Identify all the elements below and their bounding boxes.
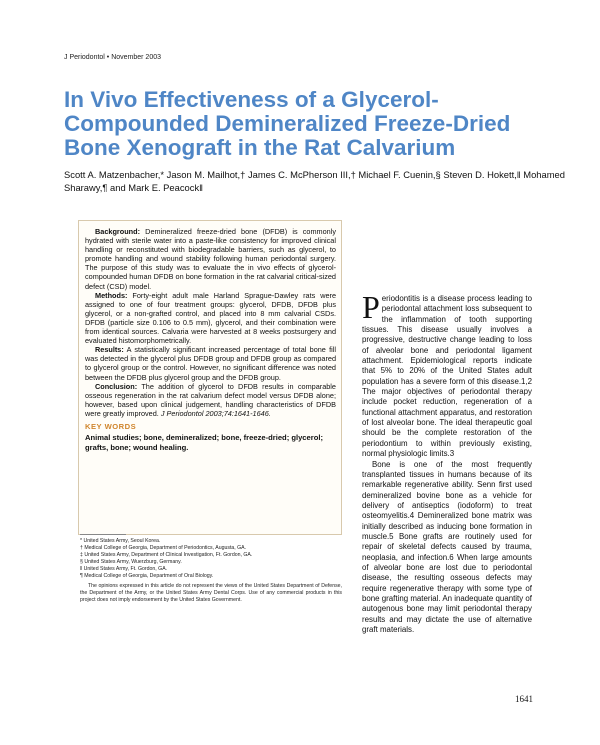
abstract-methods: [85, 291, 336, 346]
abstract-results: [85, 345, 336, 381]
methods-label: Methods:: [95, 290, 128, 300]
background-text: Demineralized freeze-dried bone (DFDB) is commonly hydrated with sterile water into a paste-like consistency for improved clinical handling or reconstituted with biodegradable barriers, such as glycerol, to promote handling and wound stability following human periodontal surgery. The purpose of this study was to evaluate the in vivo effects of glycerol-compounded human DFDB on bone formation in the rat calvarial critical-sized defect (CSD) model.: [85, 227, 337, 291]
running-head: J Periodontol • November 2003: [64, 54, 162, 61]
abstract-conclusion: [85, 382, 336, 418]
abstract-box: [78, 220, 342, 535]
page-number: 1641: [515, 694, 533, 704]
author-list: Scott A. Matzenbacher,* Jason M. Mailhot,† James C. McPherson III,† Michael F. Cuenin,§ Steven D. Hokett,‖ Mohamed Sharawy,¶ and Mark E. Peacock‖: [64, 169, 565, 193]
keywords-text: Animal studies; bone, demineralized; bone, freeze-dried; glycerol; grafts, bone; wound healing.: [85, 432, 323, 452]
footnotes: [80, 538, 342, 604]
footnote: ‖ United States Army, Ft. Gordon, GA.: [80, 566, 168, 572]
background-label: Background:: [95, 227, 140, 236]
abstract-background: [85, 227, 336, 291]
keywords-heading: KEY WORDS: [85, 421, 137, 431]
footnote: * United States Army, Seoul Korea.: [80, 538, 161, 544]
drop-cap: P: [362, 289, 380, 325]
body-paragraph-1: [362, 289, 532, 460]
conclusion-text: The addition of glycerol to DFDB results in comparable osseous regeneration in the rat calvarium defect model versus DFDB alone; however, based upon clinical judgement, handling characteristics of DFDB were greatly improved.: [85, 381, 336, 418]
disclaimer: The opinions expressed in this article do not represent the views of the United States Department of Defense, the Department of the Army, or the United States Army Dental Corps. Use of any commercial products in this project does not imply endorsement by the United States Government.: [80, 583, 342, 603]
footnote: † Medical College of Georgia, Department of Periodontics, Augusta, GA.: [80, 545, 247, 551]
footnote: ‡ United States Army, Department of Clinical Investigation, Ft. Gordon, GA.: [80, 552, 253, 558]
article-title: In Vivo Effectiveness of a Glycerol-Compounded Demineralized Freeze-Dried Bone Xenograft in the Rat Calvarium: [64, 87, 511, 160]
abstract-citation: J Periodontol 2003;74:1641-1646.: [160, 408, 271, 418]
footnote: § United States Army, Wuerzburg, Germany.: [80, 559, 182, 565]
footnote: ¶ Medical College of Georgia, Department of Oral Biology.: [80, 573, 214, 579]
results-label: Results:: [95, 345, 124, 355]
body-paragraph-2: Bone is one of the most frequently transplanted tissues in humans because of its remarkable regenerative ability. Senn first used demineralized bovine bone as a vehicle for delivery of antiseptics (iodoform) to treat osteomyelitis.4 Demineralized bone matrix was initially described as inducing bone formation in muscle.5 Bone grafts are routinely used for repair of skeletal defects caused by trauma, neoplasia, and infection.6 When large amounts of alveolar bone are lost due to periodontal disease, the resulting osseous defects may require regenerative therapy with some type of bone grafting material. An inadequate quantity of autogenous bone may limit periodontal therapy results and may dictate the use of alternative graft materials.: [362, 459, 532, 634]
results-text: A statistically significant increased percentage of total bone fill was detected in the glycerol plus DFDB group and DFDB group as compared to glycerol group or the control. However, no significant difference was noted between the DFDB plus glycerol group and the DFDB group.: [85, 345, 337, 382]
methods-text: Forty-eight adult male Harland Sprague-Dawley rats were assigned to one of four treatment groups: glycerol, DFDB, DFDB plus glycerol, or a non-grafted control, and placed into 8 mm calvarial CSDs. DFDB (particle size 0.106 to 0.5 mm), glycerol, and their combination were from identical sources. Calvaria were harvested at 8 weeks postsurgery and evaluated histomorphometrically.: [85, 290, 337, 346]
conclusion-label: Conclusion:: [95, 381, 138, 391]
body-column: [362, 289, 532, 635]
footnote-rule: [80, 534, 126, 535]
body-paragraph-1-text: eriodontitis is a disease process leading to periodontal attachment loss subsequent to the inflammation of tooth supporting tissues. This disease usually involves a progressive, destructive change leading to loss of alveolar bone and periodontal ligament attachment. Epidemiological reports indicate that 5% to 20% of the United States adult population has a severe form of this disease.1,2 The major objectives of periodontal therapy include pocket reduction, regeneration of a functional attachment apparatus, and restoration of lost alveolar bone. The ideal therapeutic goal should be the complete restoration of the periodontium to within previously existing, normal physiologic limits.3: [362, 294, 532, 459]
